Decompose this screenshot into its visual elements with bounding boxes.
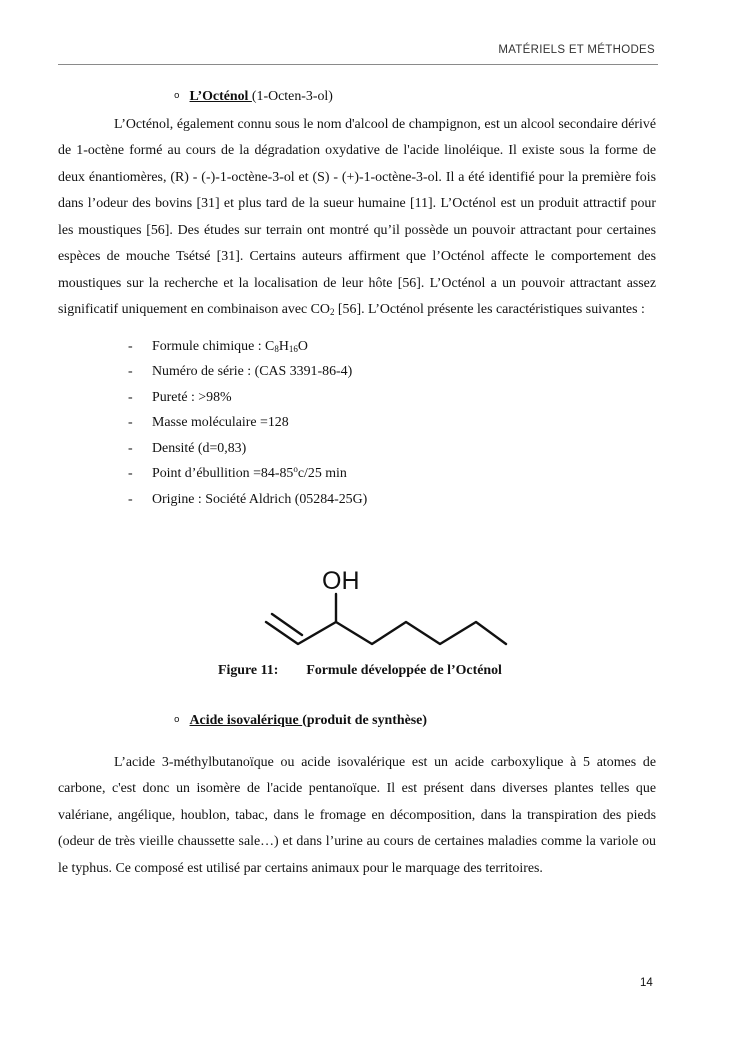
running-header: MATÉRIELS ET MÉTHODES [498, 44, 655, 56]
boiling-suffix: c/25 min [297, 466, 347, 482]
hydroxyl-label: OH [322, 567, 360, 595]
formula-c-sub: 8 [274, 343, 279, 354]
figure-caption [218, 663, 502, 679]
list-item [58, 334, 656, 360]
octenol-specs-list [58, 334, 656, 513]
formula-h-sub: 16 [288, 343, 298, 354]
bullet-icon: o [174, 715, 180, 725]
isovaleric-section [58, 708, 656, 882]
spec-purity: Pureté : >98% [152, 389, 232, 405]
isovaleric-paragraph: L’acide 3-méthylbutanoïque ou acide isovalérique est un acide carboxylique à 5 atomes de carbone, c'est donc un isomère de l'acide pentanoïque. Il est présent dans diverses plantes telles que valériane, angélique, houblon, tabac, dans le fromage en décomposition, dans la transpiration des pieds (odeur de très vieille chaussette sale…) et dans l’urine au cours de certaines maladies comme la variole ou le typhus. Ce composé est utilisé par certains animaux pour le marquage des territoires. [58, 754, 656, 876]
list-item [58, 359, 656, 385]
isovaleric-heading [58, 708, 656, 736]
dash-marker: - [128, 415, 133, 431]
isovaleric-subtitle: (produit de synthèse) [302, 713, 427, 728]
degree-sup: o [293, 464, 298, 475]
octenol-subtitle: (1-Octen-3-ol) [251, 89, 333, 104]
page-number: 14 [640, 977, 653, 989]
boiling-prefix: Point d’ébullition =84-85 [152, 466, 294, 482]
octenol-name: L’Octénol [189, 89, 252, 104]
dash-marker: - [128, 364, 133, 380]
spec-serial: Numéro de série : (CAS 3391-86-4) [152, 364, 353, 380]
octenol-structure [258, 562, 508, 658]
figure-caption-text: Formule développée de l’Octénol [306, 663, 502, 678]
isovaleric-name: Acide isovalérique [189, 713, 303, 728]
dash-marker: - [128, 389, 133, 405]
list-item [58, 410, 656, 436]
formula-prefix: Formule chimique : C [152, 338, 275, 354]
formula-o: O [297, 338, 308, 354]
spec-formula [152, 339, 308, 354]
figure-label: Figure 11: [218, 663, 279, 678]
octenol-paragraph [58, 112, 656, 324]
co2-subscript: 2 [329, 307, 335, 317]
dash-marker: - [128, 338, 133, 354]
spec-mass: Masse moléculaire =128 [152, 415, 289, 431]
header-divider [58, 64, 658, 65]
octenol-paragraph-text: L’Octénol, également connu sous le nom d'alcool de champignon, est un alcool secondaire dérivé de 1-octène formé au cours de la dégradation oxydative de l'acide linoléique. Il existe sous la forme de deux énantiomères, (R) - (-)-1-octène-3-ol et (S) - (+)-1-octène-3-ol. Il a été identifié pour la première fois dans l’odeur des bovins [31] et plus tard de la sueur humaine [11]. L’Octénol est un produit attractif pour les moustiques [56]. Des études sur terrain ont montré qu’il possède un pouvoir attractant pour certaines espèces de mouche Tsétsé [31]. Certains auteurs affirment que l’Octénol affecte le comportement des moustiques sur la recherche et la localisation de leur hôte [56]. L’Octénol a un pouvoir attractant assez significatif uniquement en combinaison avec CO [58, 116, 656, 317]
dash-marker: - [128, 492, 133, 508]
octenol-paragraph-tail: [56]. L’Octénol présente les caractéristiques suivantes : [334, 302, 645, 317]
list-item [58, 461, 656, 487]
double-bond [272, 614, 302, 635]
carbon-chain [266, 622, 506, 644]
octenol-section [58, 84, 656, 513]
formula-h: H [278, 338, 289, 354]
spec-origin: Origine : Société Aldrich (05284-25G) [152, 492, 368, 508]
list-item [58, 436, 656, 462]
list-item [58, 385, 656, 411]
bullet-icon: o [174, 91, 180, 101]
list-item [58, 487, 656, 513]
dash-marker: - [128, 466, 133, 482]
dash-marker: - [128, 440, 133, 456]
spec-boiling-point [152, 466, 347, 481]
spec-density: Densité (d=0,83) [152, 440, 247, 456]
octenol-heading [58, 84, 656, 112]
